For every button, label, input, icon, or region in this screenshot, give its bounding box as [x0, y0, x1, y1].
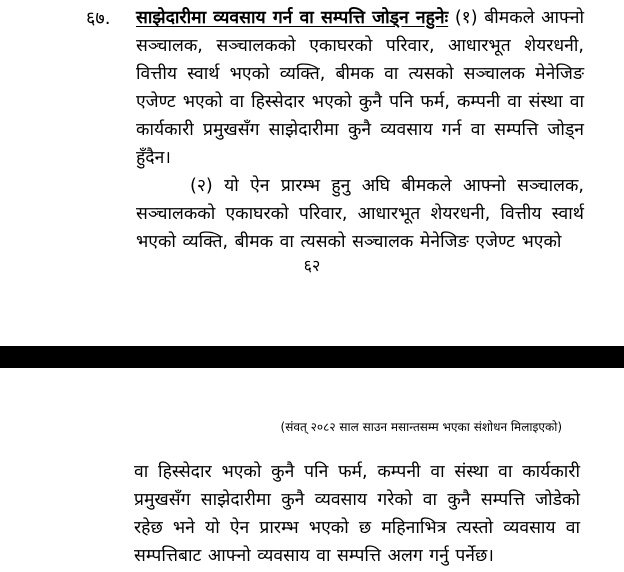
subsection-2-paragraph-continued: वा हिस्सेदार भएको कुनै पनि फर्म, कम्पनी वा संस्था वा कार्यकारी प्रमुखसँग साझेदारीमा कुनै व्यवसाय गरेको वा कुनै सम्पत्ति जोडेको रहेछ भने यो ऐन प्रारम्भ भएको छ महिनाभित्र त्यस्तो व्यवसाय वा सम्पत्तिबाट आफ्नो व्यवसाय वा सम्पत्ति अलग गर्नु पर्नेछ।	[134, 462, 580, 566]
subsection-1-paragraph	[136, 4, 584, 172]
amendment-note: (संवत् २०८२ साल साउन मसान्तसम्म भएका संशोधन मिलाइएको)	[280, 420, 562, 434]
section-heading: साझेदारीमा व्यवसाय गर्न वा सम्पत्ति जोड्न नहुनेः	[136, 8, 449, 28]
subsection-1-text: (१) बीमकले आफ्नो सञ्चालक, सञ्चालकको एकाघरको परिवार, आधारभूत शेयरधनी, वित्तीय स्वार्थ भएको व्यक्ति, बीमक वा त्यसको सञ्चालक मेनेजिङ एजेण्ट भएको वा हिस्सेदार भएको कुनै पनि फर्म, कम्पनी वा संस्था वा कार्यकारी प्रमुखसँग साझेदारीमा कुनै व्यवसाय गर्न वा सम्पत्ति जोड्न हुँदैन।	[136, 8, 585, 168]
page-number: ६२	[303, 256, 321, 275]
section-number: ६७.	[86, 8, 111, 29]
subsection-2-paragraph-start: (२) यो ऐन प्रारम्भ हुनु अघि बीमकले आफ्नो सञ्चालक, सञ्चालकको एकाघरको परिवार, आधारभूत शेयरधनी, वित्तीय स्वार्थ भएको व्यक्ति, बीमक वा त्यसको सञ्चालक मेनेजिङ एजेण्ट भएको	[136, 176, 584, 252]
document-page-lower	[0, 368, 624, 572]
page-separator	[0, 346, 624, 368]
